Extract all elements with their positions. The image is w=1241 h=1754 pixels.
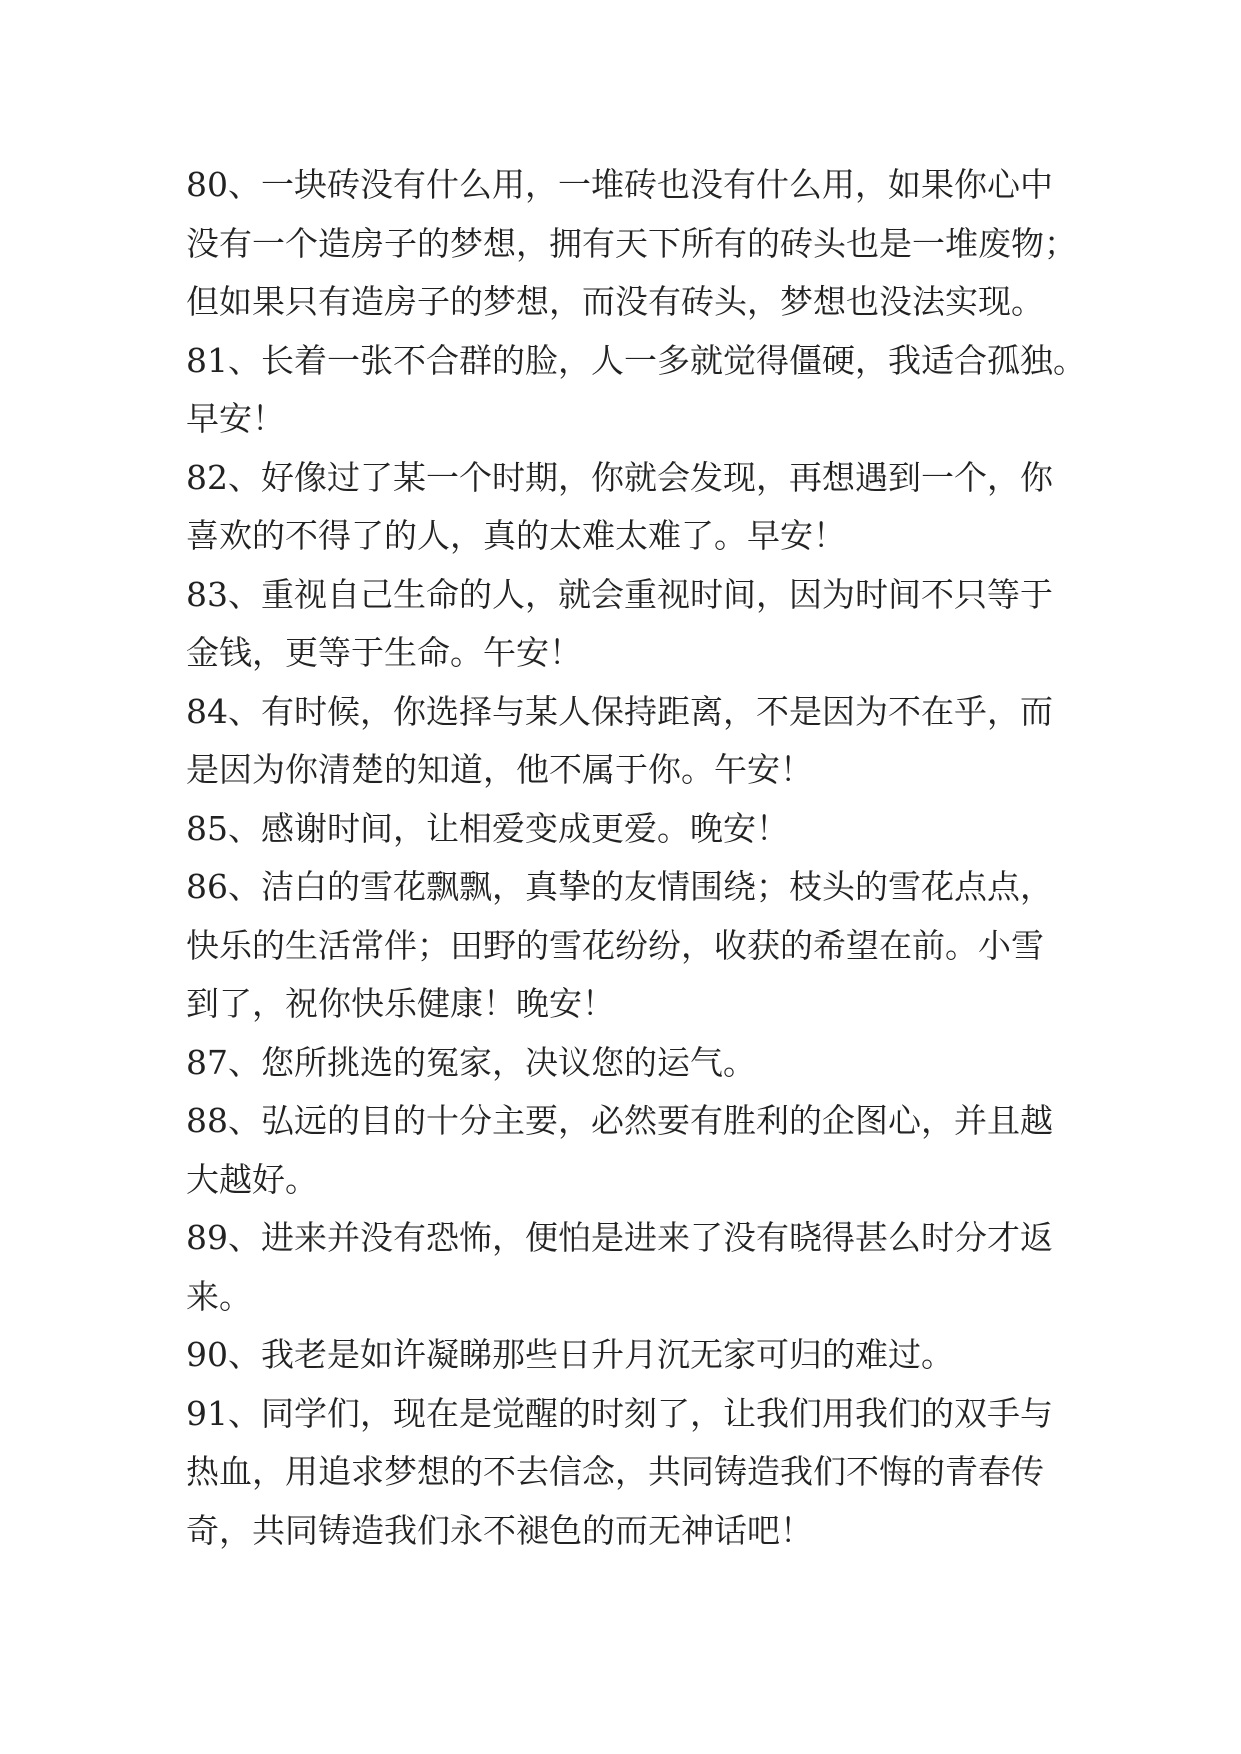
text-line: 91、同学们，现在是觉醒的时刻了，让我们用我们的双手与 bbox=[186, 1393, 1053, 1433]
document-body bbox=[186, 156, 1086, 1560]
text-line: 是因为你清楚的知道，他不属于你。午安！ bbox=[186, 750, 813, 789]
text-line: 86、洁白的雪花飘飘，真挚的友情围绕；枝头的雪花点点， bbox=[186, 867, 1053, 906]
text-line: 88、弘远的目的十分主要，必然要有胜利的企图心，并且越 bbox=[186, 1101, 1053, 1140]
text-line: 90、我老是如许凝睇那些日升月沉无家可归的难过。 bbox=[186, 1335, 954, 1374]
text-line: 喜欢的不得了的人，真的太难太难了。早安！ bbox=[186, 516, 846, 555]
text-line: 81、长着一张不合群的脸，人一多就觉得僵硬，我适合孤独。 bbox=[186, 340, 1086, 380]
text-line: 奇，共同铸造我们永不褪色的而无神话吧！ bbox=[186, 1510, 813, 1550]
text-line: 金钱，更等于生命。午安！ bbox=[186, 633, 582, 672]
text-line: 热血，用追求梦想的不去信念，共同铸造我们不悔的青春传 bbox=[186, 1452, 1044, 1491]
text-line: 80、一块砖没有什么用，一堆砖也没有什么用，如果你心中 bbox=[186, 165, 1053, 204]
text-line: 82、好像过了某一个时期，你就会发现，再想遇到一个，你 bbox=[186, 457, 1053, 497]
text-line: 大越好。 bbox=[186, 1159, 318, 1199]
text-line: 但如果只有造房子的梦想，而没有砖头，梦想也没法实现。 bbox=[186, 282, 1044, 321]
text-line: 没有一个造房子的梦想，拥有天下所有的砖头也是一堆废物； bbox=[186, 223, 1077, 263]
text-line: 快乐的生活常伴；田野的雪花纷纷，收获的希望在前。小雪 bbox=[186, 925, 1044, 965]
text-line: 83、重视自己生命的人，就会重视时间，因为时间不只等于 bbox=[186, 574, 1053, 614]
text-line: 到了，祝你快乐健康！晚安！ bbox=[186, 984, 615, 1023]
text-line: 87、您所挑选的冤家，决议您的运气。 bbox=[186, 1042, 756, 1082]
text-line: 早安！ bbox=[186, 399, 285, 438]
text-line: 84、有时候，你选择与某人保持距离，不是因为不在乎，而 bbox=[186, 691, 1053, 731]
text-line: 85、感谢时间，让相爱变成更爱。晚安！ bbox=[186, 808, 789, 848]
text-line: 来。 bbox=[186, 1276, 252, 1316]
text-line: 89、进来并没有恐怖，便怕是进来了没有晓得甚么时分才返 bbox=[186, 1218, 1053, 1257]
